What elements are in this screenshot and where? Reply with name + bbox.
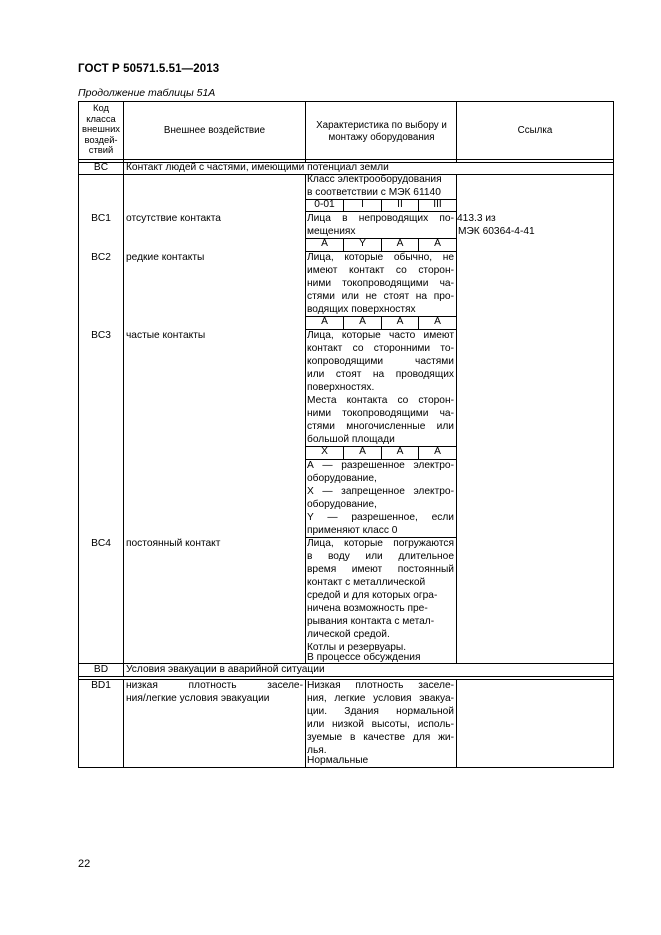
class-header-3: III: [433, 199, 442, 210]
legend-line: А — разрешенное электро-: [307, 460, 454, 471]
bc3-desc-line: или стоят на проводящих: [307, 369, 454, 380]
bc1-class-1: Y: [359, 238, 366, 249]
bd-code: BD: [93, 664, 109, 675]
bc3-desc-line: стями многочисленные или: [307, 421, 454, 432]
bc3-desc-line: ними токопроводящими ча-: [307, 408, 454, 419]
legend-line: применяют класс 0: [307, 525, 398, 536]
bd1-impact-line: низкая плотность заселе-: [126, 680, 303, 691]
document-header: ГОСТ Р 50571.5.51—2013: [78, 63, 220, 75]
bc4-desc-line: В процессе обсуждения: [307, 652, 421, 663]
legend-line: оборудование,: [307, 473, 377, 484]
equipment-class-line1: Класс электрооборудования: [307, 174, 442, 185]
bd1-impact-line: ния/легкие условия эвакуации: [126, 693, 270, 704]
bc2-desc-line: Лица, которые обычно, не: [307, 252, 454, 263]
reference-line1: 413.3 из: [457, 213, 496, 224]
bc3-impact: частые контакты: [126, 330, 206, 341]
bd1-desc-line: лья.: [307, 745, 327, 756]
bc3-desc-line: контакт со сторонними то-: [307, 343, 454, 354]
bd1-desc-line: Низкая плотность заселе-: [307, 680, 454, 691]
bc4-desc-line: ничена возможность пре-: [307, 603, 428, 614]
bc-code: BC: [93, 162, 109, 173]
bc1-desc-line: Лица в непроводящих по-: [307, 213, 454, 224]
bd1-desc-line: ния, легкие условия эвакуа-: [307, 693, 454, 704]
header-impact: Внешнее воздействие: [163, 125, 266, 136]
bc3-class-1: A: [359, 446, 366, 457]
bc1-desc-line: мещениях: [307, 226, 356, 237]
bd-title: Условия эвакуации в аварийной ситуации: [126, 664, 325, 675]
bd1-desc-line: ции. Здания нормальной: [307, 706, 454, 717]
bc3-class-0: X: [321, 446, 328, 457]
header-characteristic: Характеристика по выбору и монтажу оборудования: [316, 120, 447, 143]
bc4-desc-line: рывания контакта с метал-: [307, 616, 435, 627]
bc2-desc-line: водящих поверхностях: [307, 304, 416, 315]
bd1-code: BD1: [91, 680, 111, 691]
bc4-desc-line: время имеют постоянный: [307, 564, 454, 575]
legend-line: Х — запрещенное электро-: [307, 486, 454, 497]
bc1-class-2: A: [396, 238, 404, 249]
legend-line: оборудование,: [307, 499, 377, 510]
reference-line2: МЭК 60364-4-41: [458, 226, 535, 237]
equipment-class-line2: в соответствии с МЭК 61140: [307, 187, 441, 198]
bc2-impact: редкие контакты: [126, 252, 205, 263]
class-header-2: II: [397, 199, 403, 210]
bd1-desc-line: Нормальные: [307, 755, 369, 766]
bc3-class-3: A: [434, 446, 441, 457]
bc3-class-2: A: [396, 446, 404, 457]
bc4-desc-line: лической средой.: [307, 629, 390, 640]
bc4-impact: постоянный контакт: [126, 538, 221, 549]
bd1-desc-line: зуемые в качестве для жи-: [307, 732, 454, 743]
bc1-class-3: A: [434, 238, 441, 249]
bc2-class-1: A: [359, 316, 366, 327]
header-code: Код класса внешних воздей-ствий: [82, 102, 120, 156]
bc2-class-0: A: [321, 316, 328, 327]
bc2-desc-line: стями или не стоят на про-: [307, 291, 454, 302]
bc4-desc-line: в воду или длительное: [307, 551, 454, 562]
page-number: 22: [78, 858, 91, 870]
class-header-1: I: [361, 199, 364, 210]
bc-title: Контакт людей с частями, имеющими потенциал земли: [126, 162, 389, 173]
bc4-desc-line: Лица, которые погружаются: [307, 538, 454, 549]
header-reference: Ссылка: [517, 125, 553, 136]
bc3-code: BC3: [91, 330, 111, 341]
bc3-desc-line: большой площади: [307, 434, 395, 445]
bc3-desc-line: Лица, которые часто имеют: [307, 330, 454, 341]
bc4-desc-line: Котлы и резервуары.: [307, 642, 407, 653]
bc3-desc-line: Места контакта со сторон-: [307, 395, 454, 406]
bc2-class-3: A: [434, 316, 441, 327]
bc3-desc-line: поверхностях.: [307, 382, 375, 393]
bc1-class-0: A: [321, 238, 328, 249]
bc3-desc-line: копроводящими частями: [307, 356, 454, 367]
bc2-code: BC2: [91, 252, 111, 263]
bd1-desc-line: или низкой высоты, исполь-: [307, 719, 454, 730]
table-caption: Продолжение таблицы 51А: [78, 87, 216, 99]
bc4-code: BC4: [91, 538, 111, 549]
bc2-desc-line: ними токопроводящими ча-: [307, 278, 454, 289]
class-header-0: 0-01: [314, 199, 335, 210]
bc4-desc-line: средой и для которых огра-: [307, 590, 438, 601]
bc2-class-2: A: [396, 316, 404, 327]
bc1-impact: отсутствие контакта: [126, 213, 221, 224]
legend-line: Y — разрешенное, если: [307, 512, 454, 523]
bc1-code: BC1: [91, 213, 111, 224]
bc4-desc-line: контакт с металлической: [307, 577, 426, 588]
bc2-desc-line: имеют контакт со сторон-: [307, 265, 454, 276]
